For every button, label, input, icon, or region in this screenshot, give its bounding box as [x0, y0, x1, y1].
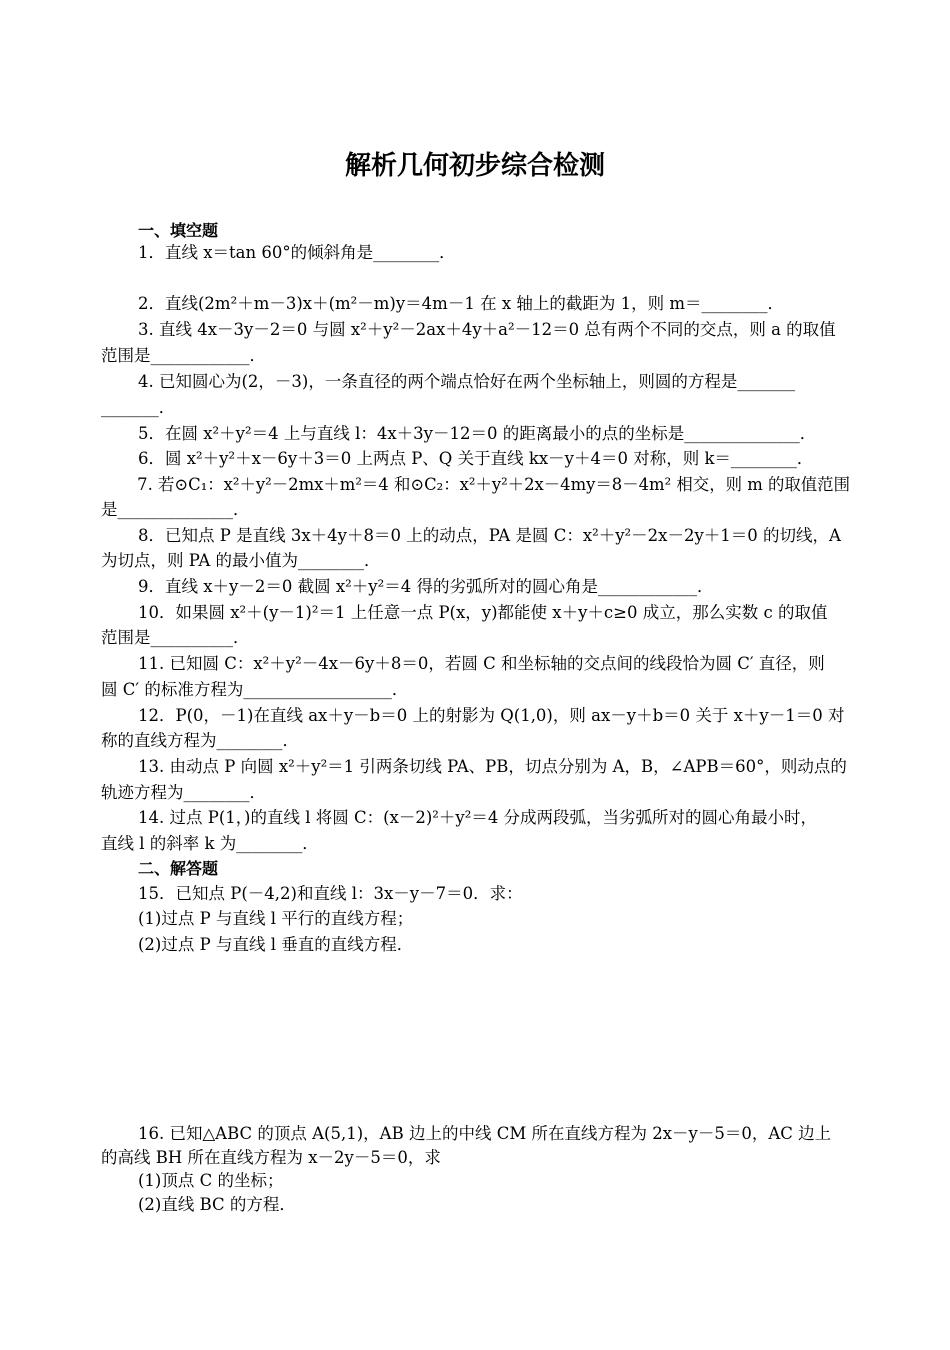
question-3-text-cont: 范围是____________．	[101, 346, 266, 365]
question-14-cont	[0, 831, 950, 857]
question-15-part-2-text: (2)过点 P 与直线 l 垂直的直线方程．	[138, 935, 414, 954]
question-13-text: 13. 由动点 P 向圆 x²＋y²＝1 引两条切线 PA、PB，切点分别为 A，B，∠APB＝60°，则动点的	[138, 757, 847, 776]
question-7	[0, 472, 950, 498]
question-4-text: 4. 已知圆心为(2，－3)，一条直径的两个端点恰好在两个坐标轴上，则圆的方程是_______	[138, 372, 796, 391]
question-15-part-1-text: (1)过点 P 与直线 l 平行的直线方程；	[138, 909, 414, 928]
question-3	[0, 317, 950, 343]
question-6	[0, 446, 950, 472]
question-13	[0, 754, 950, 780]
question-5-text: 5．在圆 x²＋y²＝4 上与直线 l：4x＋3y－12＝0 的距离最小的点的坐标是______________．	[138, 424, 817, 443]
question-5	[0, 421, 950, 447]
question-7-text-cont: 是______________．	[101, 500, 250, 519]
question-3-text: 3. 直线 4x－3y－2＝0 与圆 x²＋y²－2ax＋4y＋a²－12＝0 总有两个不同的交点，则 a 的取值	[138, 320, 836, 339]
question-11-text-cont: 圆 C′ 的标准方程为__________________．	[101, 680, 409, 699]
question-4	[0, 369, 950, 395]
question-15-part-1	[0, 906, 950, 932]
question-13-cont	[0, 780, 950, 806]
question-4-cont	[0, 395, 950, 421]
question-14-text-cont: 直线 l 的斜率 k 为________．	[101, 834, 319, 853]
question-15	[0, 881, 950, 907]
question-6-text: 6．圆 x²＋y²＋x－6y＋3＝0 上两点 P、Q 关于直线 kx－y＋4＝0 对称，则 k＝________．	[138, 449, 814, 468]
question-9	[0, 574, 950, 600]
question-12	[0, 703, 950, 729]
question-8	[0, 523, 950, 549]
question-16-text: 16. 已知△ABC 的顶点 A(5,1)，AB 边上的中线 CM 所在直线方程为 2x－y－5＝0，AC 边上	[138, 1124, 832, 1143]
section-heading-answer: 二、解答题	[138, 859, 219, 878]
question-13-text-cont: 轨迹方程为________．	[101, 783, 266, 802]
question-15-text: 15．已知点 P(－4,2)和直线 l：3x－y－7＝0．求：	[138, 884, 523, 903]
question-12-text: 12．P(0，－1)在直线 ax＋y－b＝0 上的射影为 Q(1,0)，则 ax－y＋b＝0 关于 x＋y－1＝0 对	[138, 706, 845, 725]
question-16-text-cont: 的高线 BH 所在直线方程为 x－2y－5＝0，求	[101, 1148, 441, 1167]
question-10	[0, 600, 950, 626]
question-16-part-2	[0, 1192, 950, 1218]
question-14-text: 14. 过点 P(1，)的直线 l 将圆 C：(x－2)²＋y²＝4 分成两段弧，当劣弧所对的圆心角最小时，	[138, 808, 818, 827]
question-12-cont	[0, 728, 950, 754]
question-11-text: 11. 已知圆 C：x²＋y²－4x－6y＋8＝0，若圆 C 和坐标轴的交点间的线段恰为圆 C′ 直径，则	[138, 654, 825, 673]
question-4-text-cont: _______．	[101, 398, 176, 417]
question-7-cont	[0, 497, 950, 523]
question-15-part-2	[0, 932, 950, 958]
question-16-part-2-text: (2)直线 BC 的方程．	[138, 1195, 296, 1214]
question-2-text: 2．直线(2m²＋m－3)x＋(m²－m)y＝4m－1 在 x 轴上的截距为 1，则 m＝________．	[138, 294, 784, 313]
question-14	[0, 805, 950, 831]
question-10-text-cont: 范围是__________．	[101, 628, 250, 647]
question-7-text: 7. 若⊙C₁：x²＋y²－2mx＋m²＝4 和⊙C₂：x²＋y²＋2x－4my＝8－4m² 相交，则 m 的取值范围	[137, 475, 850, 494]
question-10-cont	[0, 625, 950, 651]
question-8-text: 8．已知点 P 是直线 3x＋4y＋8＝0 上的动点，PA 是圆 C：x²＋y²－2x－2y＋1＝0 的切线，A	[138, 526, 841, 545]
question-8-cont	[0, 548, 950, 574]
question-12-text-cont: 称的直线方程为________．	[101, 731, 299, 750]
question-2	[0, 291, 950, 317]
question-9-text: 9．直线 x＋y－2＝0 截圆 x²＋y²＝4 得的劣弧所对的圆心角是____________．	[138, 577, 714, 596]
question-3-cont	[0, 343, 950, 369]
document-title: 解析几何初步综合检测	[344, 151, 605, 181]
section-heading-fill-in: 一、填空题	[138, 221, 219, 240]
question-1	[0, 240, 950, 266]
question-11	[0, 651, 950, 677]
question-10-text: 10．如果圆 x²＋(y－1)²＝1 上任意一点 P(x，y)都能使 x＋y＋c≥0 成立，那么实数 c 的取值	[138, 603, 828, 622]
question-16	[0, 1121, 950, 1147]
question-16-part-1	[0, 1168, 950, 1194]
question-11-cont	[0, 677, 950, 703]
question-1-text: 1．直线 x＝tan 60°的倾斜角是________．	[138, 243, 456, 262]
question-8-text-cont: 为切点，则 PA 的最小值为________．	[101, 551, 381, 570]
question-16-part-1-text: (1)顶点 C 的坐标；	[138, 1171, 284, 1190]
